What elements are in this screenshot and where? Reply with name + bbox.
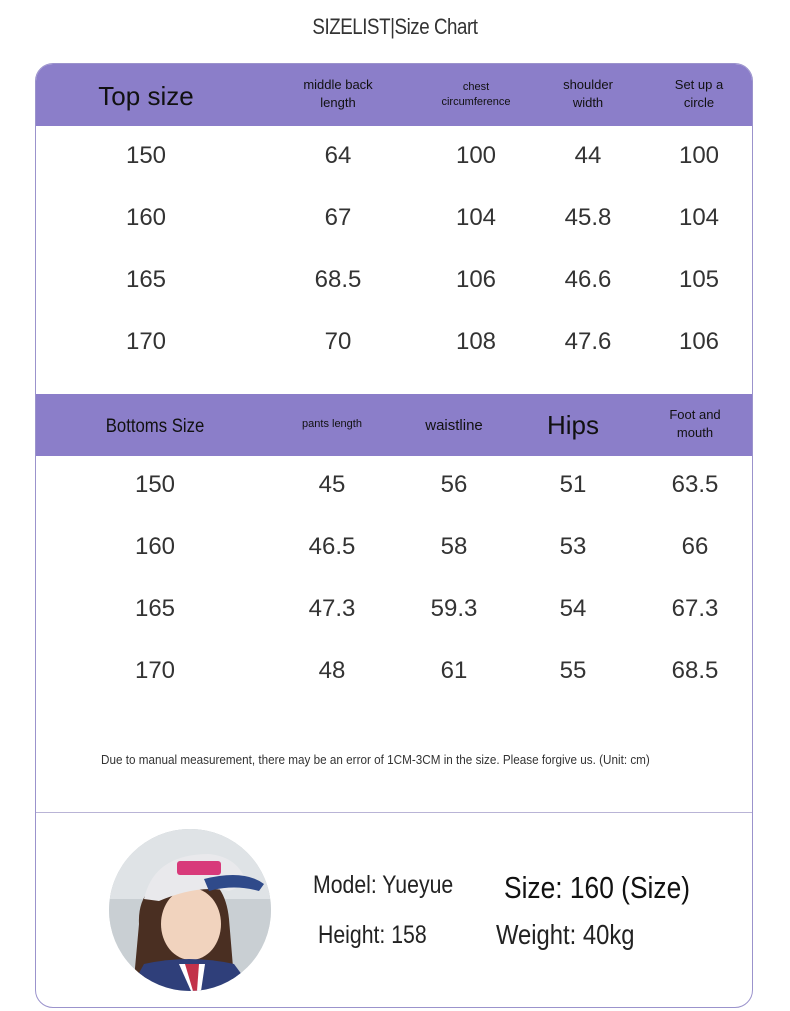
cell: 64 [324, 142, 352, 169]
page-title: SIZELIST|Size Chart [312, 14, 478, 39]
cell: 68.5 [314, 266, 362, 293]
cell: 45.8 [564, 204, 612, 231]
cell: 46.5 [308, 533, 356, 560]
cell: 165 [134, 595, 176, 622]
cell: 48 [318, 657, 346, 684]
bottom-header-pants-length: pants length [302, 418, 362, 430]
cell: 66 [681, 533, 709, 560]
bottoms-size-header [36, 394, 752, 456]
cell: 100 [678, 142, 720, 169]
top-header-back-length: middle back length [303, 77, 373, 110]
top-header-chest: chest circumference [441, 81, 511, 108]
cell: 67.3 [671, 595, 719, 622]
cell: 150 [125, 142, 167, 169]
cell: 170 [134, 657, 176, 684]
cell: 160 [125, 204, 167, 231]
top-header-circle: Set up a circle [674, 77, 724, 110]
cell: 150 [134, 471, 176, 498]
cell: 105 [678, 266, 720, 293]
cell: 55 [559, 657, 587, 684]
cell: 46.6 [564, 266, 612, 293]
cell: 170 [125, 328, 167, 355]
model-height: Height: 158 [318, 921, 427, 949]
cell: 44 [574, 142, 602, 169]
cell: 56 [440, 471, 468, 498]
cell: 165 [125, 266, 167, 293]
model-size: Size: 160 (Size) [504, 870, 691, 905]
cell: 47.6 [564, 328, 612, 355]
bottom-header-waistline: waistline [425, 417, 483, 434]
cell: 63.5 [671, 471, 719, 498]
cell: 160 [134, 533, 176, 560]
bottom-header-foot-mouth: Foot and mouth [669, 407, 721, 440]
cell: 51 [559, 471, 587, 498]
model-avatar [109, 829, 271, 991]
cell: 100 [455, 142, 497, 169]
cell: 108 [455, 328, 497, 355]
cell: 104 [455, 204, 497, 231]
cell: 58 [440, 533, 468, 560]
top-size-header [36, 64, 752, 126]
cell: 106 [678, 328, 720, 355]
cell: 47.3 [308, 595, 356, 622]
cell: 61 [440, 657, 468, 684]
cell: 59.3 [430, 595, 478, 622]
top-header-shoulder: shoulder width [563, 77, 613, 110]
divider [36, 812, 752, 813]
cell: 106 [455, 266, 497, 293]
cell: 45 [318, 471, 346, 498]
cell: 68.5 [671, 657, 719, 684]
top-header-size: Top size [98, 81, 194, 111]
model-weight: Weight: 40kg [496, 919, 635, 950]
cell: 70 [324, 328, 352, 355]
bottom-header-hips: Hips [546, 410, 600, 440]
cell: 104 [678, 204, 720, 231]
model-name: Model: Yueyue [313, 871, 454, 899]
cell: 54 [559, 595, 587, 622]
model-photo-icon [109, 829, 271, 991]
bottom-header-size: Bottoms Size [105, 416, 205, 437]
cell: 67 [324, 204, 352, 231]
cell: 53 [559, 533, 587, 560]
measurement-note: Due to manual measurement, there may be an error of 1CM-3CM in the size. Please forgive us. (Unit: cm) [101, 752, 650, 767]
size-chart-card [35, 63, 753, 1008]
